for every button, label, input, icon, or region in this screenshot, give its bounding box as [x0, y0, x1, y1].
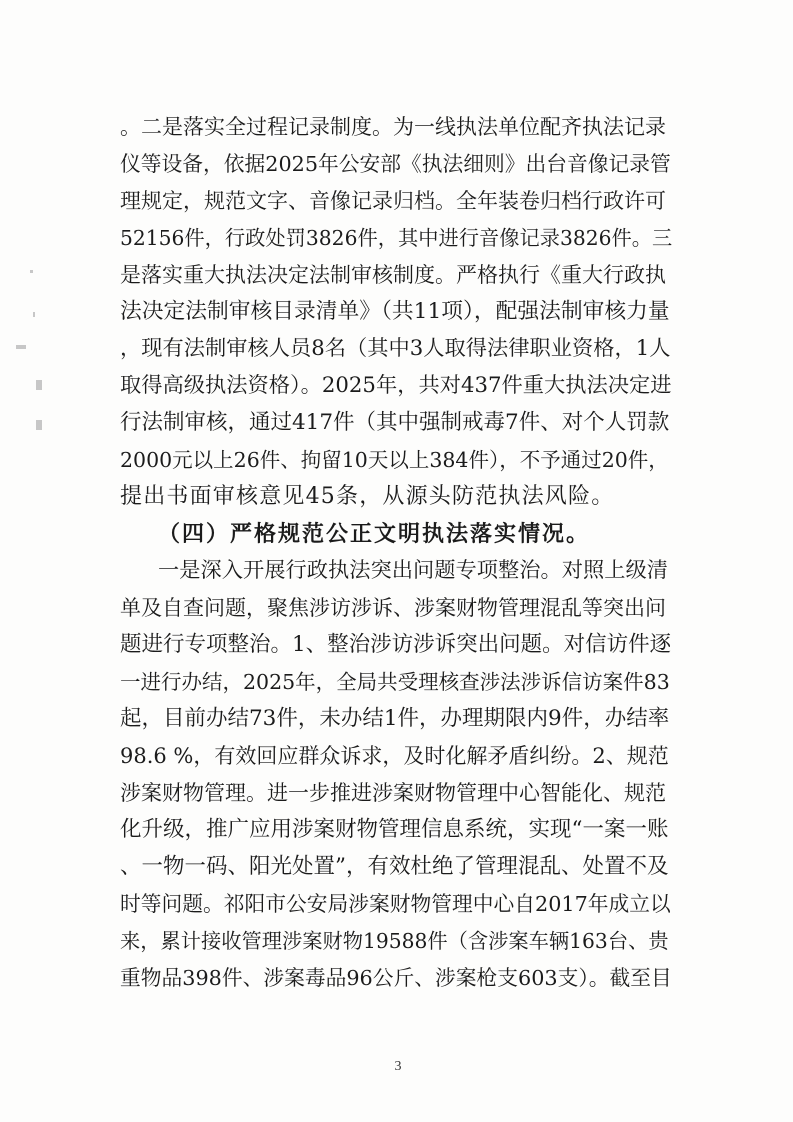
text-line: 提出书面审核意见45条，从源头防范执法风险。: [120, 484, 615, 509]
scan-artifact: [36, 420, 42, 430]
text-line: 一是深入开展行政执法突出问题专项整治。对照上级清: [158, 558, 669, 583]
text-line: 仪等设备，依据2025年公安部《执法细则》出台音像记录管: [120, 152, 671, 176]
text-line: ，现有法制审核人员8名（其中3人取得法律职业资格，1人: [120, 336, 671, 361]
text-line: 98.6 %，有效回应群众诉求，及时化解矛盾纠纷。2、规范: [120, 744, 669, 768]
text-line: 来，累计接收管理涉案财物19588件（含涉案车辆163台、贵: [120, 929, 669, 953]
text-line: 起，目前办结73件，未办结1件，办理期限内9件，办结率: [120, 706, 670, 731]
page-number: 3: [394, 1059, 402, 1074]
text-line: 2000元以上26件、拘留10天以上384件），不予通过20件，: [120, 448, 669, 472]
text-line: 行法制审核，通过417件（其中强制戒毒7件、对个人罚款: [120, 410, 670, 435]
text-line: 52156件，行政处罚3826件，其中进行音像记录3826件。三: [120, 226, 673, 250]
text-line: 理规定，规范文字、音像记录归档。全年装卷归档行政许可: [120, 189, 666, 213]
text-line: 法决定法制审核目录清单》（共11项），配强法制审核力量: [120, 299, 670, 324]
text-line: 题进行专项整治。1、整治涉访涉诉突出问题。对信访件逐: [120, 632, 672, 657]
text-line: 取得高级执法资格）。2025年，共对437件重大执法决定进: [120, 373, 672, 398]
text-line: 、一物一码、阳光处置”，有效杜绝了管理混乱、处置不及: [120, 854, 669, 879]
text-line: 时等问题。祁阳市公安局涉案财物管理中心自2017年成立以: [120, 892, 671, 916]
scan-artifact: [16, 345, 26, 349]
scan-artifact: [36, 380, 42, 390]
text-line: 涉案财物管理。进一步推进涉案财物管理中心智能化、规范: [120, 781, 666, 805]
text-line: 一进行办结，2025年，全局共受理核查涉法涉诉信访案件83: [120, 670, 670, 694]
text-line: 单及自查问题，聚焦涉访涉诉、涉案财物管理混乱等突出问: [120, 596, 666, 620]
text-line: 化升级，推广应用涉案财物管理信息系统，实现“一案一账: [120, 817, 669, 842]
scan-artifact: [33, 312, 35, 317]
text-line: 。二是落实全过程记录制度。为一线执法单位配齐执法记录: [120, 115, 666, 139]
scan-artifact: [30, 270, 33, 273]
text-line: 重物品398件、涉案毒品96公斤、涉案枪支603支）。截至目: [120, 966, 672, 990]
section-heading: （四）严格规范公正文明执法落实情况。: [158, 521, 591, 547]
text-line: 是落实重大执法决定法制审核制度。严格执行《重大行政执: [120, 263, 666, 287]
